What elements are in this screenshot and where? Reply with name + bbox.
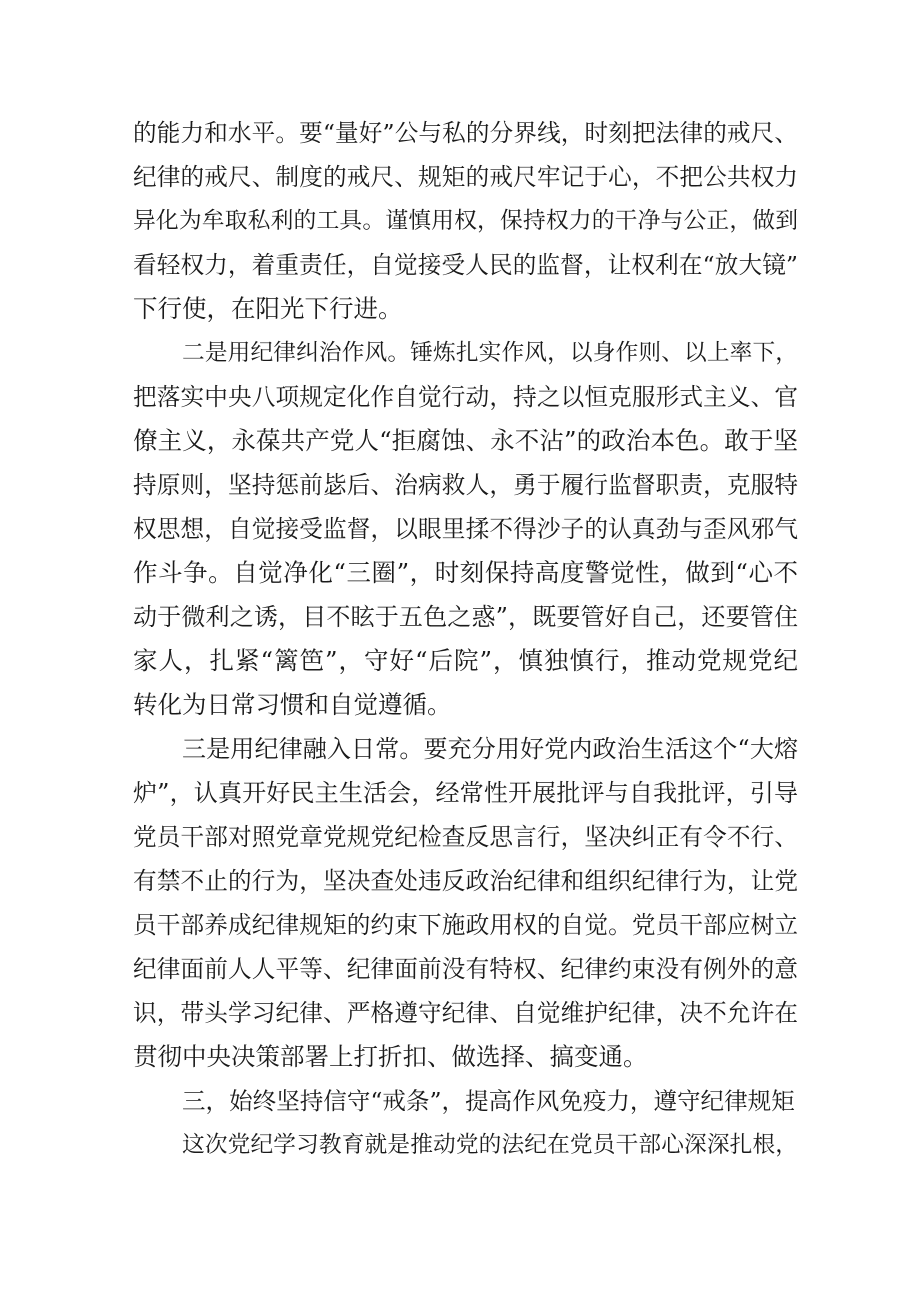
text-line: 的能力和水平。要“量好”公与私的分界线，时刻把法律的戒尺、 xyxy=(133,119,798,147)
text-line: 持原则，坚持惩前毖后、治病救人，勇于履行监督职责，克服特 xyxy=(133,471,798,499)
text-line: 家人，扎紧“篱笆”，守好“后院”，慎独慎行，推动党规党纪 xyxy=(133,646,798,675)
text-line: 权思想，自觉接受监督，以眼里揉不得沙子的认真劲与歪风邪气 xyxy=(133,515,798,543)
text-line: 作斗争。自觉净化“三圈”，时刻保持高度警觉性，做到“心不 xyxy=(133,558,798,587)
text-line: 把落实中央八项规定化作自觉行动，持之以恒克服形式主义、官 xyxy=(133,383,798,411)
text-line: 炉”，认真开好民主生活会，经常性开展批评与自我批评，引导 xyxy=(133,779,798,807)
body-text xyxy=(133,111,798,1167)
paragraph-start-line: 三是用纪律融入日常。要充分用好党内政治生活这个“大熔 xyxy=(182,735,798,763)
text-line: 下行使，在阳光下行进。 xyxy=(133,294,403,323)
text-line: 识，带头学习纪律、严格遵守纪律、自觉维护纪律，决不允许在 xyxy=(133,999,798,1027)
text-line: 转化为日常习惯和自觉遵循。 xyxy=(133,690,452,719)
section-heading: 三，始终坚持信守“戒条”，提高作风免疫力，遵守纪律规矩 xyxy=(182,1087,795,1115)
text-line: 纪律的戒尺、制度的戒尺、规矩的戒尺牢记于心，不把公共权力 xyxy=(133,163,798,191)
text-line: 有禁不止的行为，坚决查处违反政治纪律和组织纪律行为，让党 xyxy=(133,867,798,895)
paragraph-start-line: 二是用纪律纠治作风。锤炼扎实作风，以身作则、以上率下， xyxy=(182,340,798,366)
text-line: 看轻权力，着重责任，自觉接受人民的监督，让权利在“放大镜” xyxy=(133,251,798,279)
text-line: 员干部养成纪律规矩的约束下施政用权的自觉。党员干部应树立 xyxy=(133,911,798,939)
text-line: 党员干部对照党章党规党纪检查反思言行，坚决纠正有令不行、 xyxy=(133,823,798,851)
text-line: 纪律面前人人平等、纪律面前没有特权、纪律约束没有例外的意 xyxy=(133,955,798,983)
text-line: 动于微利之诱，目不眩于五色之惑”，既要管好自己，还要管住 xyxy=(133,603,798,631)
text-line: 贯彻中央决策部署上打折扣、做选择、搞变通。 xyxy=(133,1042,648,1071)
paragraph-start-line: 这次党纪学习教育就是推动党的法纪在党员干部心深深扎根， xyxy=(182,1132,798,1158)
text-line: 僚主义，永葆共产党人“拒腐蚀、永不沾”的政治本色。敢于坚 xyxy=(133,426,798,455)
text-line: 异化为牟取私利的工具。谨慎用权，保持权力的干净与公正，做到 xyxy=(133,208,798,234)
